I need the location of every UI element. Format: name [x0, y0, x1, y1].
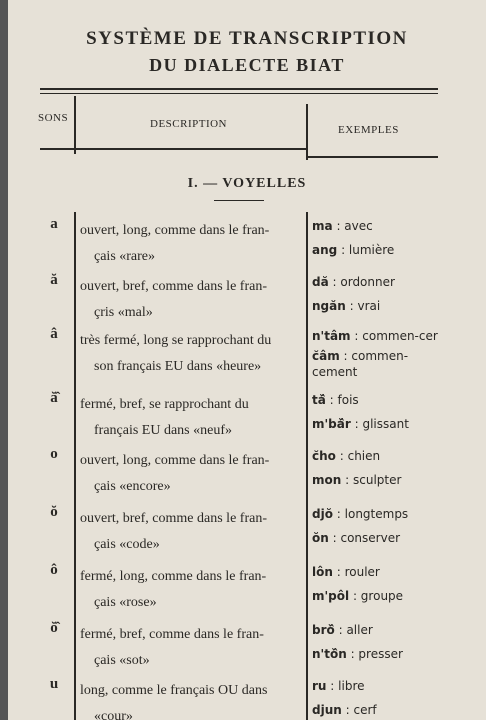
example-1 [312, 678, 440, 694]
header-divider-1 [74, 96, 76, 154]
sound-symbol: u [49, 678, 59, 692]
sound-description [80, 392, 302, 444]
sound-symbol: a [50, 216, 58, 232]
sound-description [80, 328, 302, 380]
example-gloss: : rouler [336, 565, 380, 579]
example-word: tă̂ [312, 393, 326, 407]
description-line-2: çris «mal» [94, 305, 153, 320]
example-1 [312, 218, 440, 234]
example-gloss: : conserver [332, 531, 401, 545]
header-top-rule [40, 88, 438, 90]
description-line-1: ouvert, bref, comme dans le fran- [80, 511, 267, 526]
vowel-entry-o-breve-circumflex [8, 622, 486, 680]
example-word: brŏ̂ [312, 623, 335, 637]
sound-symbol: ŏ [50, 504, 58, 520]
example-word: ru [312, 679, 327, 693]
description-line-1: fermé, bref, comme dans le fran- [80, 627, 264, 642]
examples [312, 218, 440, 258]
description-line-1: fermé, bref, se rapprochant du [80, 397, 249, 412]
example-gloss: : vrai [349, 299, 381, 313]
example-1 [312, 328, 440, 344]
example-1 [312, 506, 440, 522]
sound-description [80, 506, 302, 558]
vowel-entry-o-circumflex [8, 564, 486, 622]
sound-description [80, 448, 302, 500]
header-top-rule-thin [40, 93, 438, 94]
examples [312, 392, 440, 432]
examples [312, 506, 440, 546]
example-2 [312, 242, 440, 258]
description-line-2: français EU dans «neuf» [94, 423, 233, 438]
description-line-2: çais «code» [94, 537, 160, 552]
example-1 [312, 274, 440, 290]
sound-description [80, 564, 302, 616]
sound-description [80, 274, 302, 326]
header-description: DESCRIPTION [150, 118, 228, 130]
vowel-entry-u [8, 678, 486, 720]
example-gloss: : lumière [341, 243, 395, 257]
example-word: n'tŏ̂n [312, 647, 347, 661]
example-1 [312, 448, 440, 464]
description-line-2: çais «rose» [94, 595, 157, 610]
document-page [8, 0, 486, 720]
header-sons: SONS [38, 112, 69, 124]
examples [312, 564, 440, 604]
header-bottom-rule-left [40, 148, 306, 150]
examples [312, 448, 440, 488]
example-word: c̆ho [312, 449, 336, 463]
examples [312, 274, 440, 314]
example-gloss: : commen-cer [354, 329, 438, 343]
example-word: lôn [312, 565, 333, 579]
vowel-entry-a-circumflex [8, 328, 486, 386]
title-line-2: DU DIALECTE BIAT [149, 55, 345, 75]
header-divider-2 [306, 104, 308, 160]
example-gloss: : glissant [354, 417, 409, 431]
sound-description [80, 218, 302, 270]
description-line-1: fermé, long, comme dans le fran- [80, 569, 267, 584]
example-1 [312, 564, 440, 580]
sound-symbol: ă [50, 272, 58, 288]
example-gloss: : longtemps [336, 507, 409, 521]
description-line-1: ouvert, bref, comme dans le fran- [80, 279, 267, 294]
description-line-1: très fermé, long se rapprochant du [80, 333, 272, 348]
description-line-1: ouvert, long, comme dans le fran- [80, 223, 270, 238]
sound-symbol: o [50, 446, 58, 462]
examples [312, 328, 440, 380]
section-underline [214, 200, 264, 201]
vowel-entry-a-breve [8, 274, 486, 332]
sound-description [80, 622, 302, 674]
example-word: m'bă̂r [312, 417, 351, 431]
example-gloss: : avec [336, 219, 373, 233]
sound-description [80, 678, 302, 720]
examples [312, 678, 440, 718]
example-1 [312, 622, 440, 638]
example-word: mon [312, 473, 342, 487]
example-2 [312, 416, 440, 432]
description-line-2: çais «encore» [94, 479, 171, 494]
sound-symbol: ă̂ [50, 390, 58, 406]
vowel-entry-a-breve-circumflex [8, 392, 486, 450]
example-2 [312, 530, 440, 546]
vowel-entry-a [8, 218, 486, 276]
example-gloss: : cerf [345, 703, 377, 717]
example-2 [312, 646, 440, 662]
example-gloss: : chien [339, 449, 381, 463]
title-line-1: SYSTÈME DE TRANSCRIPTION [86, 28, 408, 49]
example-2 [312, 298, 440, 314]
page-edge-shadow [0, 0, 8, 720]
vowel-entry-o-breve [8, 506, 486, 564]
example-2 [312, 702, 440, 718]
sound-symbol: ô [50, 562, 58, 578]
example-2 [312, 588, 440, 604]
example-word: dă [312, 275, 329, 289]
description-line-1: long, comme le français OU dans [80, 683, 268, 698]
description-line-1: ouvert, long, comme dans le fran- [80, 453, 270, 468]
example-gloss: : aller [338, 623, 373, 637]
example-word: ngăn [312, 299, 346, 313]
example-gloss: : ordonner [332, 275, 395, 289]
example-word: m'pôl [312, 589, 350, 603]
example-1 [312, 392, 440, 408]
description-line-2: son français EU dans «heure» [94, 359, 262, 374]
example-2 [312, 472, 440, 488]
example-word: c̆âm [312, 349, 340, 363]
example-gloss: : libre [330, 679, 365, 693]
example-word: ŏn [312, 531, 329, 545]
section-title: I. — VOYELLES [187, 176, 307, 191]
example-gloss: : presser [350, 647, 403, 661]
sound-symbol: ŏ̂ [50, 620, 58, 636]
header-exemples: EXEMPLES [338, 124, 399, 136]
example-word: ang [312, 243, 338, 257]
examples [312, 622, 440, 662]
example-gloss: : commen-cement [312, 349, 409, 379]
example-gloss: : sculpter [345, 473, 402, 487]
example-gloss: : fois [329, 393, 359, 407]
sound-symbol: â [50, 326, 58, 342]
vowel-entry-o [8, 448, 486, 506]
example-gloss: : groupe [352, 589, 404, 603]
example-word: djŏ [312, 507, 333, 521]
example-word: n'tâm [312, 329, 351, 343]
example-word: ma [312, 219, 333, 233]
description-line-2: «cour» [94, 709, 133, 720]
example-2 [312, 348, 440, 380]
example-word: djun [312, 703, 342, 717]
description-line-2: çais «rare» [94, 249, 156, 264]
description-line-2: çais «sot» [94, 653, 150, 668]
header-bottom-rule-right [306, 156, 438, 158]
